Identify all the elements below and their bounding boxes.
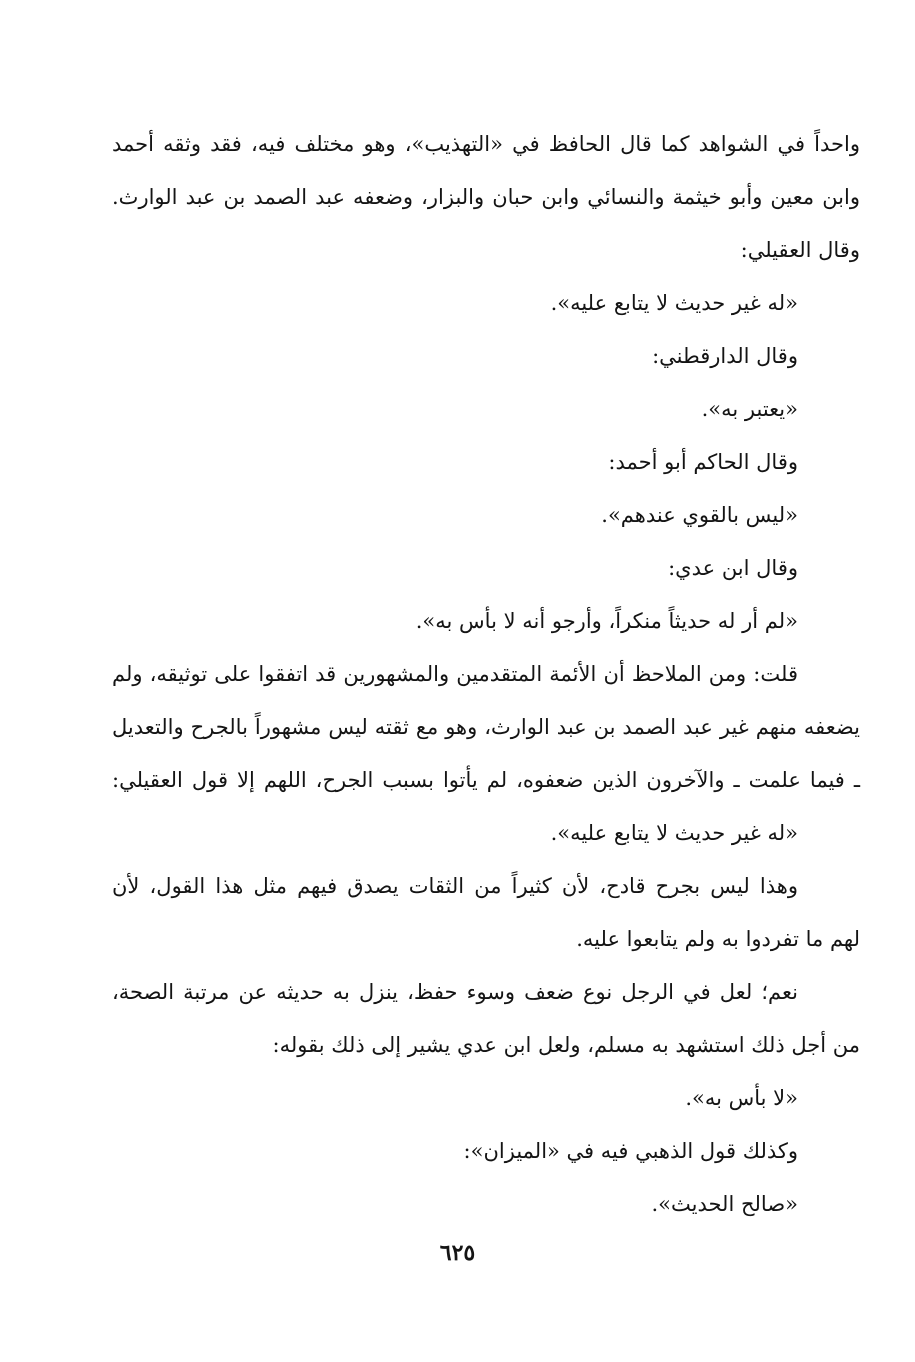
quote-line: «صالح الحديث». (651, 1192, 798, 1216)
text-line: وكذلك قول الذهبي فيه في «الميزان»: (463, 1139, 798, 1163)
text-line: وقال الدارقطني: (652, 344, 798, 368)
body-text (112, 118, 860, 1231)
quote-line: «لا بأس به». (685, 1086, 798, 1110)
text-line: وقال العقيلي: (740, 238, 860, 262)
quote-line: «لم أر له حديثاً منكراً، وأرجو أنه لا بأس به». (415, 609, 798, 633)
text-line: واحداً في الشواهد كما قال الحافظ في «التهذيب»، وهو مختلف فيه، فقد وثقه أحمد (112, 132, 860, 156)
text-line: ـ فيما علمت ـ والآخرون الذين ضعفوه، لم يأتوا بسبب الجرح، اللهم إلا قول العقيلي: (112, 768, 860, 792)
page-number: ٦٢٥ (439, 1240, 476, 1266)
text-line: وابن معين وأبو خيثمة والنسائي وابن حبان والبزار، وضعفه عبد الصمد بن عبد الوارث. (112, 185, 860, 209)
text-line: لهم ما تفردوا به ولم يتابعوا عليه. (576, 927, 860, 951)
text-line: وهذا ليس بجرح قادح، لأن كثيراً من الثقات يصدق فيهم مثل هذا القول، لأن (112, 874, 798, 898)
text-line: قلت: ومن الملاحظ أن الأئمة المتقدمين والمشهورين قد اتفقوا على توثيقه، ولم (112, 662, 798, 686)
quote-line: «له غير حديث لا يتابع عليه». (550, 291, 798, 315)
quote-line: «ليس بالقوي عندهم». (601, 503, 798, 527)
text-line: يضعفه منهم غير عبد الصمد بن عبد الوارث، وهو مع ثقته ليس مشهوراً بالجرح والتعديل (112, 715, 860, 739)
text-line: وقال الحاكم أبو أحمد: (608, 450, 798, 474)
text-line: وقال ابن عدي: (668, 556, 798, 580)
quote-line: «له غير حديث لا يتابع عليه». (550, 821, 798, 845)
text-line: من أجل ذلك استشهد به مسلم، ولعل ابن عدي يشير إلى ذلك بقوله: (272, 1033, 860, 1057)
quote-line: «يعتبر به». (701, 397, 798, 421)
text-line: نعم؛ لعل في الرجل نوع ضعف وسوء حفظ، ينزل به حديثه عن مرتبة الصحة، (112, 980, 798, 1004)
